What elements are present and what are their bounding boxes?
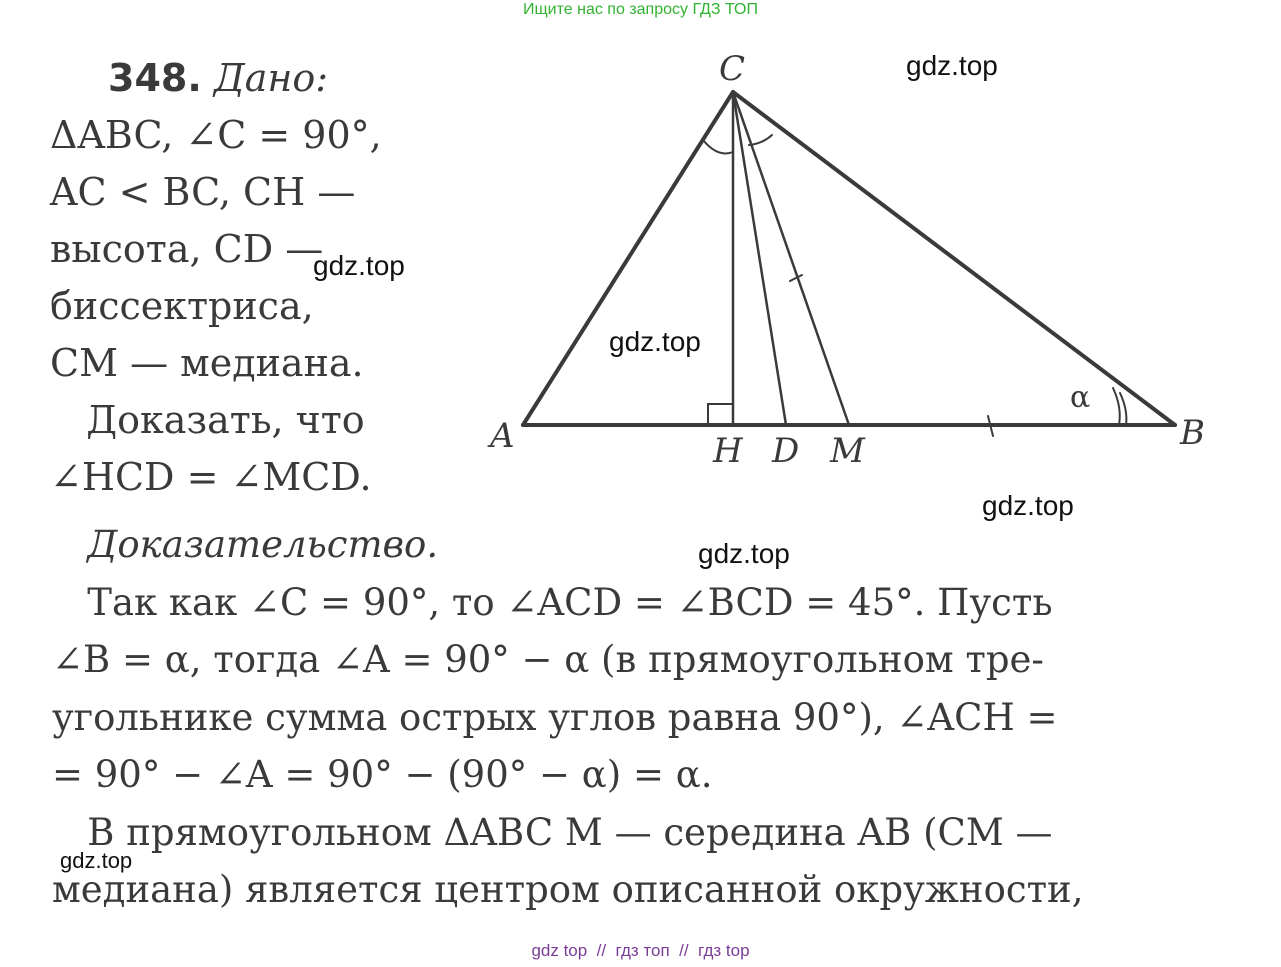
footer-links[interactable]: gdz top // гдз топ // гдз top [531,941,750,960]
side-cb [733,92,1175,425]
point-label-c: C [719,49,746,89]
watermark: gdz.top [982,490,1074,521]
point-label-b: B [1180,413,1205,453]
watermark: gdz.top [60,848,133,873]
angle-arc-b-1 [1120,393,1126,425]
proof-line: угольнике сумма острых углов равна 90°), ∠ACH = [52,695,1058,739]
proof-line: ∠B = α, тогда ∠A = 90° − α (в прямоугольном тре- [52,638,1044,681]
median-cm [733,92,849,425]
proof-line: Так как ∠C = 90°, то ∠ACD = ∠BCD = 45°. Пусть [52,580,1053,624]
proof-block [52,516,1083,919]
prove-equation: ∠HCD = ∠MCD. [50,455,372,499]
angle-arc-mcb [749,135,772,145]
watermark: gdz.top [906,50,998,81]
side-ca [523,92,733,425]
point-label-a: A [490,416,515,456]
top-banner: Ищите нас по запросу ГДЗ ТОП [523,1,758,18]
prove-statement: Доказать, что [50,398,365,442]
point-label-d: D [772,431,800,471]
given-line: высота, CD — [50,227,324,271]
angle-arc-ach [703,140,733,154]
watermark: gdz.top [609,326,701,357]
point-label-m: M [830,431,865,471]
given-line: ΔABC, ∠C = 90°, [50,113,382,157]
proof-line: В прямоугольном ΔABC M — середина AB (CM — [52,810,1053,854]
given-line: биссектриса, [50,284,314,328]
angle-label-alpha: α [1070,380,1091,415]
watermark: gdz.top [698,538,790,569]
problem-number: 348. [108,56,202,100]
given-heading: Дано: [201,56,329,100]
proof-heading: Доказательство. [52,523,439,566]
right-angle-mark [708,404,733,425]
given-line: AC < BC, CH — [50,170,356,214]
proof-line: медиана) является центром описанной окружности, [52,868,1084,911]
angle-arc-b-2 [1113,388,1120,425]
watermark: gdz.top [313,250,405,281]
proof-line: = 90° − ∠A = 90° − (90° − α) = α. [52,753,713,796]
given-line: CM — медиана. [50,341,364,385]
point-label-h: H [713,431,743,471]
